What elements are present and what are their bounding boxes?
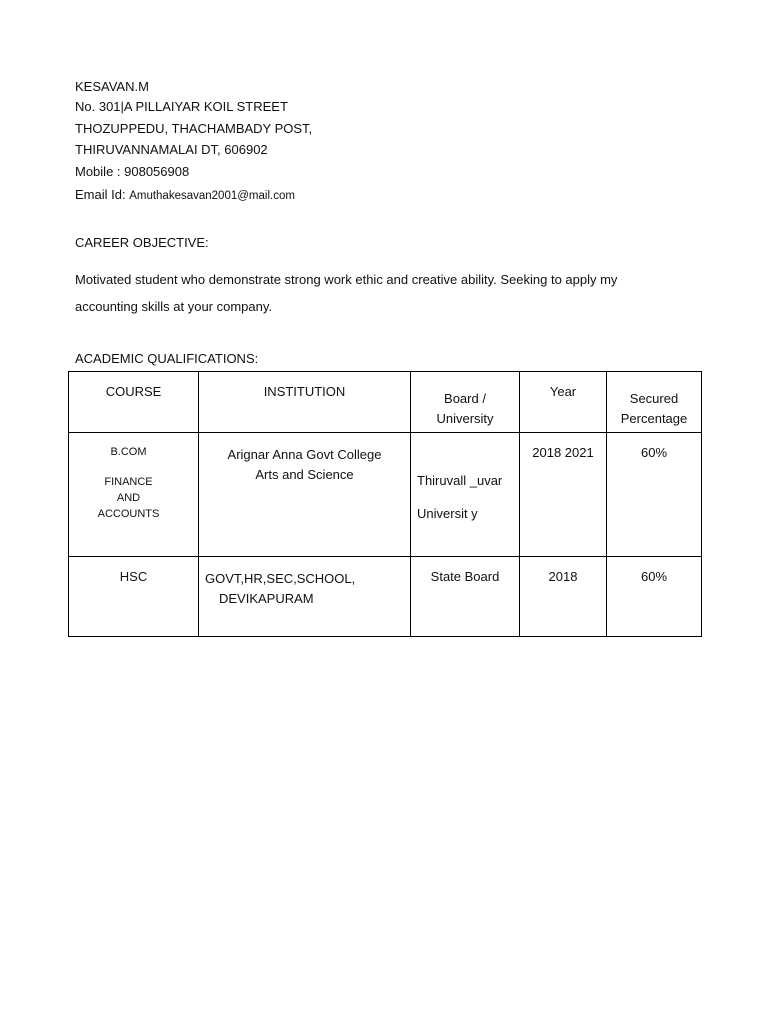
address-line-2: THOZUPPEDU, THACHAMBADY POST, <box>75 121 313 136</box>
header-institution: INSTITUTION <box>199 372 411 433</box>
cell-institution: GOVT,HR,SEC,SCHOOL, DEVIKAPURAM <box>199 557 411 637</box>
cell-course: HSC <box>69 557 199 637</box>
header-board: Board / University <box>411 372 520 433</box>
academic-heading: ACADEMIC QUALIFICATIONS: <box>75 351 259 366</box>
mobile-number: Mobile : 908056908 <box>75 164 190 179</box>
address-line-1: No. 301|A PILLAIYAR KOIL STREET <box>75 99 288 114</box>
header-course: COURSE <box>69 372 199 433</box>
career-objective-line-2: accounting skills at your company. <box>75 299 273 314</box>
address-line-3: THIRUVANNAMALAI DT, 606902 <box>75 142 268 157</box>
cell-year: 2018 <box>520 557 607 637</box>
applicant-name: KESAVAN.M <box>75 79 149 94</box>
cell-course: B.COM FINANCE AND ACCOUNTS <box>69 433 199 557</box>
email-line <box>75 187 295 202</box>
cell-board: State Board <box>411 557 520 637</box>
header-percentage: Secured Percentage <box>607 372 702 433</box>
cell-board: Thiruvall _uvar Universit y <box>411 433 520 557</box>
email-value: Amuthakesavan2001@mail.com <box>129 190 295 202</box>
career-objective-heading: CAREER OBJECTIVE: <box>75 235 209 250</box>
cell-institution: Arignar Anna Govt College Arts and Science <box>199 433 411 557</box>
cell-year: 2018 2021 <box>520 433 607 557</box>
qualifications-table <box>68 371 702 637</box>
table-row <box>69 557 702 637</box>
table-header-row <box>69 372 702 433</box>
email-label: Email Id: <box>75 187 130 202</box>
table-row <box>69 433 702 557</box>
cell-percentage: 60% <box>607 557 702 637</box>
career-objective-line-1: Motivated student who demonstrate strong work ethic and creative ability. Seeking to apply my <box>75 272 618 287</box>
header-year: Year <box>520 372 607 433</box>
cell-percentage: 60% <box>607 433 702 557</box>
